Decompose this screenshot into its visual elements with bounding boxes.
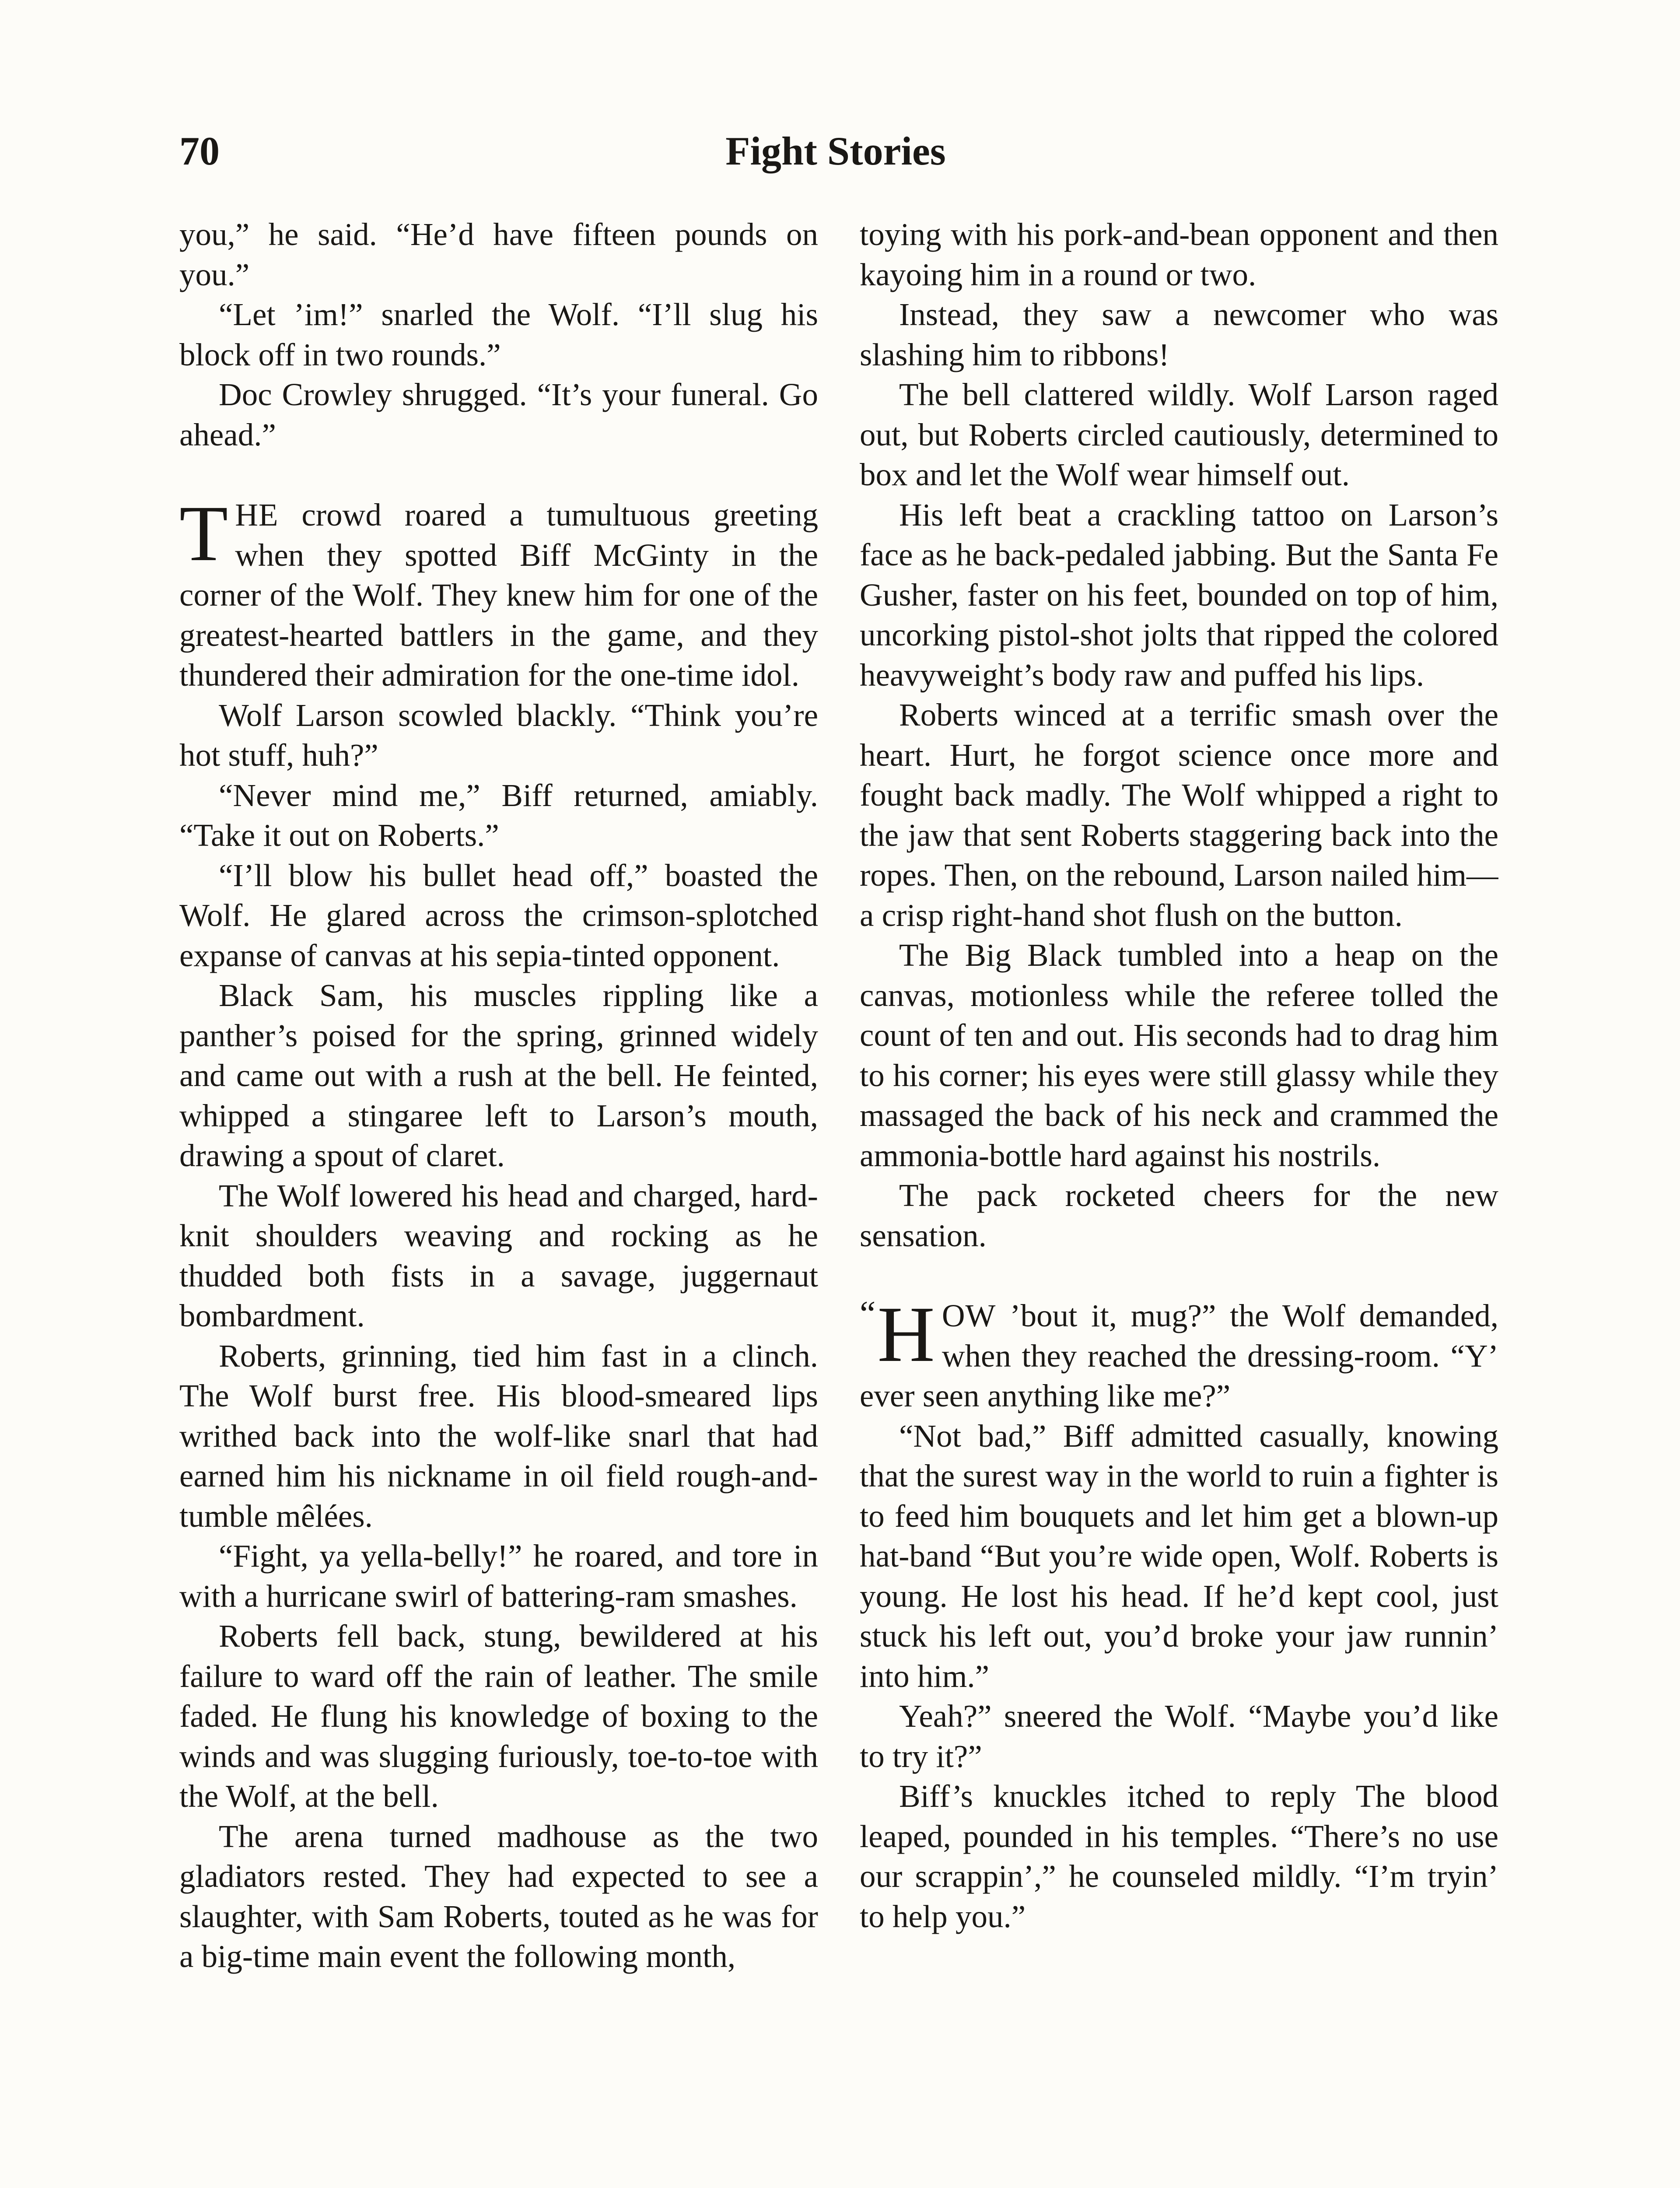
paragraph: The pack rocketed cheers for the new sensation. bbox=[860, 1178, 1498, 1253]
paragraph: Doc Crowley shrugged. “It’s your funeral. Go ahead.” bbox=[179, 377, 818, 452]
paragraph: “Never mind me,” Biff returned, amiably. “Take it out on Roberts.” bbox=[179, 777, 818, 853]
paragraph: Black Sam, his muscles rippling like a panther’s poised for the spring, grinned widely and came out with a rush at the bell. He feinted, whipped a stingaree left to Larson’s mouth, drawing a spout of claret. bbox=[179, 978, 818, 1173]
paragraph: Biff’s knuckles itched to reply The blood leaped, pounded in his temples. “There’s no use our scrappin’,” he counseled mildly. “I’m tryin’ to help you.” bbox=[860, 1778, 1498, 1934]
section-opening-paragraph bbox=[860, 1290, 1498, 1416]
drop-cap: H bbox=[877, 1290, 935, 1378]
paragraph: Wolf Larson scowled blackly. “Think you’re hot stuff, huh?” bbox=[179, 697, 818, 773]
paragraph: toying with his pork-and-bean opponent and then kayoing him in a round or two. bbox=[860, 217, 1498, 292]
paragraph: Roberts fell back, stung, bewildered at his failure to ward off the rain of leather. The smile faded. He flung his knowledge of boxing to the winds and was slugging furiously, toe-to-toe with the Wolf, at the bell. bbox=[179, 1618, 818, 1814]
drop-cap: T bbox=[179, 490, 228, 578]
paragraph: The Big Black tumbled into a heap on the canvas, motionless while the referee tolled the count of ten and out. His seconds had to drag him to his corner; his eyes were still glassy while they massaged the back of his neck and crammed the ammonia-bottle hard against his nostrils. bbox=[860, 937, 1498, 1173]
drop-cap-lead: OW bbox=[942, 1298, 996, 1333]
running-title: Fight Stories bbox=[725, 129, 946, 173]
paragraph: “Not bad,” Biff admitted casually, knowing that the surest way in the world to ruin a fighter is to feed him bouquets and let him get a blown-up hat-band “But you’re wide open, Wolf. Roberts is young. He lost his head. If he’d kept cool, just stuck his left out, you’d broke your jaw runnin’ into him.” bbox=[860, 1418, 1498, 1694]
page-header bbox=[179, 123, 1492, 179]
paragraph: The arena turned madhouse as the two gladiators rested. They had expected to see a slaughter, with Sam Roberts, touted as he was for a big-time main event the following month, bbox=[179, 1818, 818, 1974]
right-column bbox=[860, 214, 1498, 2188]
paragraph-text: crowd roared a tumultuous greeting when they spotted Biff McGinty in the corner of the Wolf. They knew him for one of the greatest-hearted battlers in the game, and they thundered their admiration for the one-time idol. bbox=[179, 497, 818, 693]
paragraph: His left beat a crackling tattoo on Larson’s face as he back-pedaled jabbing. But the Santa Fe Gusher, faster on his feet, bounded on top of him, uncorking pistol-shot jolts that ripped the colored heavyweight’s body raw and puffed his lips. bbox=[860, 497, 1498, 693]
paragraph: “Fight, ya yella-belly!” he roared, and tore in with a hurricane swirl of battering-ram smashes. bbox=[179, 1538, 818, 1614]
paragraph: Roberts winced at a terrific smash over the heart. Hurt, he forgot science once more and fought back madly. The Wolf whipped a right to the jaw that sent Roberts staggering back into the ropes. Then, on the rebound, Larson nailed him—a crisp right-hand shot flush on the button. bbox=[860, 697, 1498, 933]
paragraph-text: ’bout it, mug?” the Wolf demanded, when they reached the dressing-room. “Y’ ever seen anything like me?” bbox=[860, 1298, 1498, 1413]
paragraph: The bell clattered wildly. Wolf Larson raged out, but Roberts circled cautiously, determined to box and let the Wolf wear himself out. bbox=[860, 377, 1498, 492]
left-column bbox=[179, 214, 818, 2188]
paragraph: you,” he said. “He’d have fifteen pounds on you.” bbox=[179, 217, 818, 292]
paragraph: Roberts, grinning, tied him fast in a clinch. The Wolf burst free. His blood-smeared lips writhed back into the wolf-like snarl that had earned him his nickname in oil field rough-and-tumble mêlées. bbox=[179, 1338, 818, 1534]
paragraph: Yeah?” sneered the Wolf. “Maybe you’d like to try it?” bbox=[860, 1698, 1498, 1774]
opening-quote: “ bbox=[860, 1294, 876, 1333]
page-number: 70 bbox=[179, 129, 220, 173]
paragraph: The Wolf lowered his head and charged, hard-knit shoulders weaving and rocking as he thudded both fists in a savage, juggernaut bombardment. bbox=[179, 1178, 818, 1333]
paragraph: Instead, they saw a newcomer who was slashing him to ribbons! bbox=[860, 297, 1498, 372]
section-opening-paragraph bbox=[179, 490, 818, 695]
paragraph: “Let ’im!” snarled the Wolf. “I’ll slug his block off in two rounds.” bbox=[179, 297, 818, 372]
paragraph: “I’ll blow his bullet head off,” boasted the Wolf. He glared across the crimson-splotched expanse of canvas at his sepia-tinted opponent. bbox=[179, 857, 818, 973]
drop-cap-lead: HE bbox=[235, 497, 279, 533]
